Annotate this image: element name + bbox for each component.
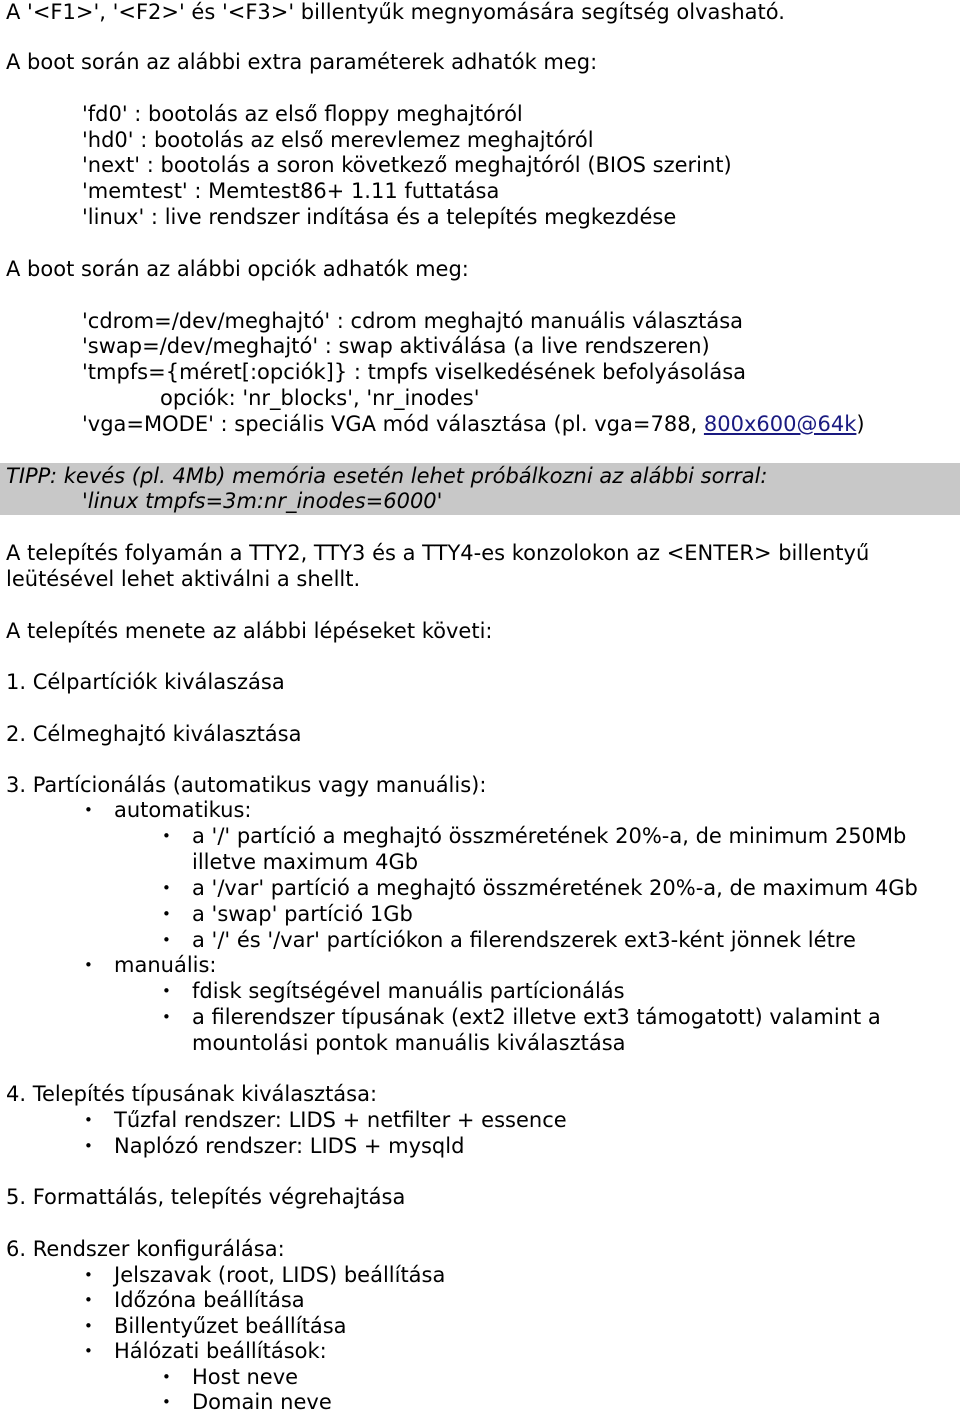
step-6: 6. Rendszer konfigurálása: [6, 1237, 285, 1261]
step-4-item: • Tűzfal rendszer: LIDS + netfilter + essence [114, 1107, 567, 1133]
step-3-manual-item-cont: mountolási pontok manuális kiválasztása [192, 1031, 626, 1055]
step-3-automatic: • automatikus: [114, 797, 252, 823]
step-3-auto-item: • a '/' partíció a meghajtó összméretének 20%-a, de minimum 250Mb [192, 823, 906, 849]
step-2: 2. Célmeghajtó kiválasztása [6, 722, 302, 746]
boot-option-vga [82, 411, 865, 437]
install-note-line-1: A telepítés folyamán a TTY2, TTY3 és a TTY4-es konzolokon az <ENTER> billentyű [6, 541, 870, 565]
boot-param-memtest: 'memtest' : Memtest86+ 1.11 futtatása [82, 179, 500, 203]
step-3-manual-item: • a filerendszer típusának (ext2 illetve ext3 támogatott) valamint a [192, 1004, 881, 1030]
boot-param-hd0: 'hd0' : bootolás az első merevlemez meghajtóról [82, 128, 594, 152]
step-3: 3. Partícionálás (automatikus vagy manuális): [6, 773, 487, 797]
tip-line-1: TIPP: kevés (pl. 4Mb) memória esetén lehet próbálkozni az alábbi sorral: [6, 464, 768, 488]
boot-option-tmpfs-sub: opciók: 'nr_blocks', 'nr_inodes' [160, 386, 480, 410]
boot-param-fd0: 'fd0' : bootolás az első floppy meghajtóról [82, 102, 523, 126]
steps-heading: A telepítés menete az alábbi lépéseket követi: [6, 619, 493, 643]
step-6-network-item: • Host neve [192, 1364, 298, 1390]
vga-prefix: 'vga=MODE' : speciális VGA mód választása (pl. vga=788, [82, 412, 704, 436]
step-3-auto-item: • a '/' és '/var' partíciókon a filerendszerek ext3-ként jönnek létre [192, 927, 856, 953]
boot-option-swap: 'swap=/dev/meghajtó' : swap aktiválása (a live rendszeren) [82, 334, 710, 358]
boot-params-heading: A boot során az alábbi extra paraméterek adhatók meg: [6, 50, 598, 74]
step-6-item: • Billentyűzet beállítása [114, 1313, 347, 1339]
boot-options-heading: A boot során az alábbi opciók adhatók meg: [6, 257, 469, 281]
step-6-item: • Jelszavak (root, LIDS) beállítása [114, 1262, 445, 1288]
step-3-manual-item: • fdisk segítségével manuális partícionálás [192, 978, 625, 1004]
step-3-auto-item: • a '/var' partíció a meghajtó összméretének 20%-a, de maximum 4Gb [192, 875, 918, 901]
step-3-manual: • manuális: [114, 952, 217, 978]
step-3-auto-item-cont: illetve maximum 4Gb [192, 850, 419, 874]
boot-option-tmpfs: 'tmpfs={méret[:opciók]} : tmpfs viselkedésének befolyásolása [82, 360, 747, 384]
step-6-network-item: • Domain neve [192, 1389, 332, 1415]
intro-text: A '<F1>', '<F2>' és '<F3>' billentyűk megnyomására segítség olvasható. [6, 0, 785, 24]
step-1: 1. Célpartíciók kiválaszása [6, 670, 285, 694]
boot-param-linux: 'linux' : live rendszer indítása és a telepítés megkezdése [82, 205, 677, 229]
step-3-auto-item: • a 'swap' partíció 1Gb [192, 901, 413, 927]
step-6-item: • Időzóna beállítása [114, 1287, 305, 1313]
step-5: 5. Formattálás, telepítés végrehajtása [6, 1185, 406, 1209]
vga-suffix: ) [856, 412, 865, 436]
step-4-item: • Naplózó rendszer: LIDS + mysqld [114, 1133, 464, 1159]
install-note-line-2: leütésével lehet aktiválni a shellt. [6, 567, 361, 591]
boot-param-next: 'next' : bootolás a soron következő meghajtóról (BIOS szerint) [82, 153, 732, 177]
vga-mode-link[interactable]: 800x600@64k [703, 412, 857, 436]
tip-line-2: 'linux tmpfs=3m:nr_inodes=6000' [82, 489, 443, 513]
boot-option-cdrom: 'cdrom=/dev/meghajtó' : cdrom meghajtó manuális választása [82, 309, 744, 333]
step-6-item: • Hálózati beállítások: [114, 1338, 327, 1364]
step-4: 4. Telepítés típusának kiválasztása: [6, 1082, 378, 1106]
